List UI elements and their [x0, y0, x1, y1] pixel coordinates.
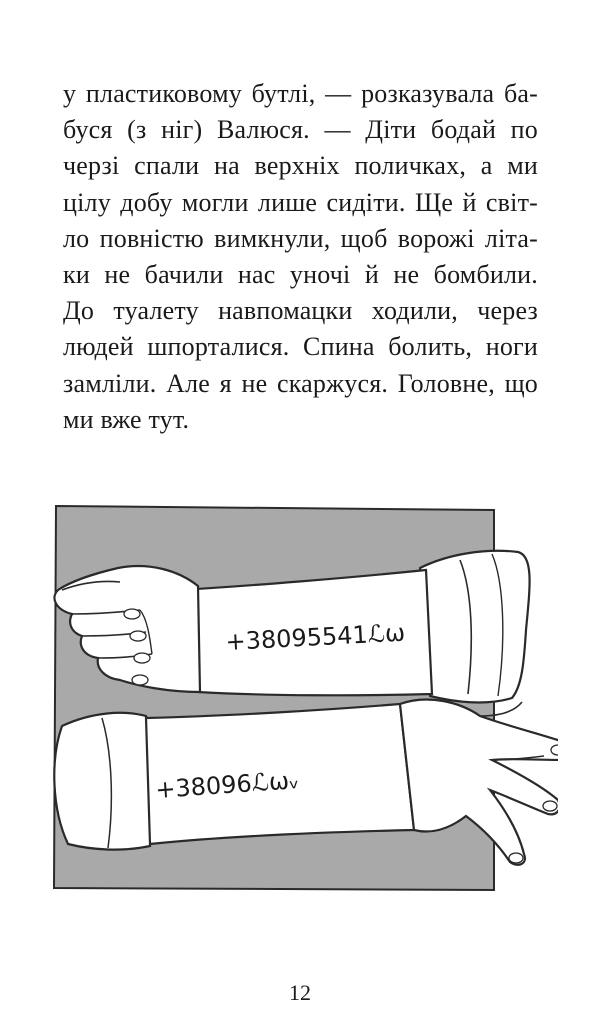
- text-line: ки не бачили нас уночі й не бомбили.: [63, 259, 538, 289]
- upper-sleeve: [420, 551, 530, 703]
- upper-arm-number: +38095541ℒω: [224, 618, 406, 656]
- text-line: цілу добу могли лише сидіти. Ще й світ-: [63, 187, 538, 217]
- lower-arm-number: +38096ℒωᵥ: [154, 766, 300, 804]
- page-number: 12: [289, 980, 311, 1005]
- lower-sleeve: [54, 713, 152, 850]
- arms-illustration: [28, 490, 558, 910]
- text-line: черзі спали на верхніх поличках, а ми: [63, 151, 538, 181]
- text-line: ми вже тут.: [63, 404, 190, 434]
- body-text: [63, 76, 538, 438]
- text-line: буся (з ніг) Валюся. — Діти бодай по: [63, 115, 538, 145]
- text-line: До туалету навпомацки ходили, через: [63, 296, 538, 326]
- text-line: ло повністю вимкнули, щоб ворожі літа-: [63, 223, 538, 253]
- text-line: замліли. Але я не скаржуся. Головне, що: [63, 368, 538, 398]
- text-line: людей шпорталися. Спина болить, ноги: [63, 332, 538, 362]
- text-line: у пластиковому бутлі, — розказувала ба-: [63, 79, 538, 108]
